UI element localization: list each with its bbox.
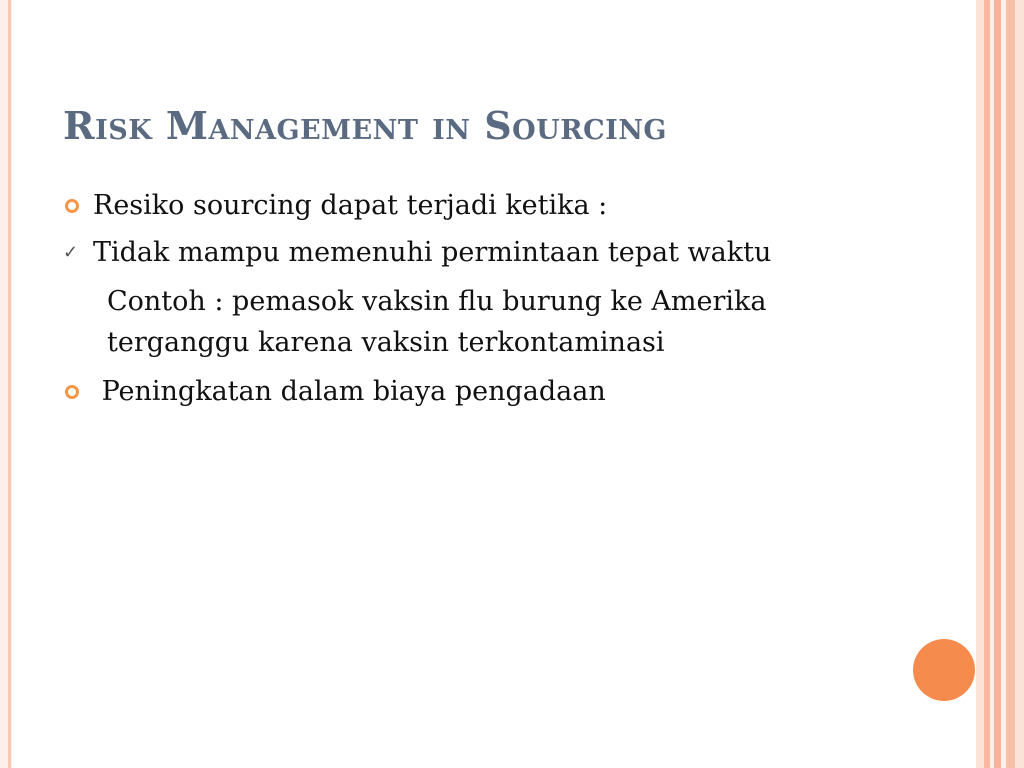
slide-body bbox=[60, 185, 820, 412]
bullet-ring-icon bbox=[65, 199, 79, 213]
slide-title: Risk Management in Sourcing bbox=[63, 103, 667, 148]
right-border-stripe bbox=[1015, 0, 1024, 768]
bullet-item bbox=[60, 232, 820, 273]
left-border-stripe bbox=[8, 0, 11, 768]
bullet-item bbox=[60, 371, 820, 412]
bullet-text: Resiko sourcing dapat terjadi ketika : bbox=[93, 190, 608, 221]
right-border-stripe bbox=[994, 0, 1001, 768]
bullet-text: Peningkatan dalam biaya pengadaan bbox=[93, 376, 606, 407]
right-border-stripe bbox=[1006, 0, 1015, 768]
right-border-stripe bbox=[976, 0, 984, 768]
orange-circle-decoration bbox=[913, 639, 975, 701]
bullet-ring-icon bbox=[65, 385, 79, 399]
example-text: Contoh : pemasok vaksin flu burung ke Amerika terganggu karena vaksin terkontaminasi bbox=[107, 286, 767, 358]
check-icon: ✓ bbox=[63, 242, 79, 263]
bullet-item bbox=[60, 185, 820, 226]
bullet-text: Tidak mampu memenuhi permintaan tepat waktu bbox=[93, 237, 772, 268]
